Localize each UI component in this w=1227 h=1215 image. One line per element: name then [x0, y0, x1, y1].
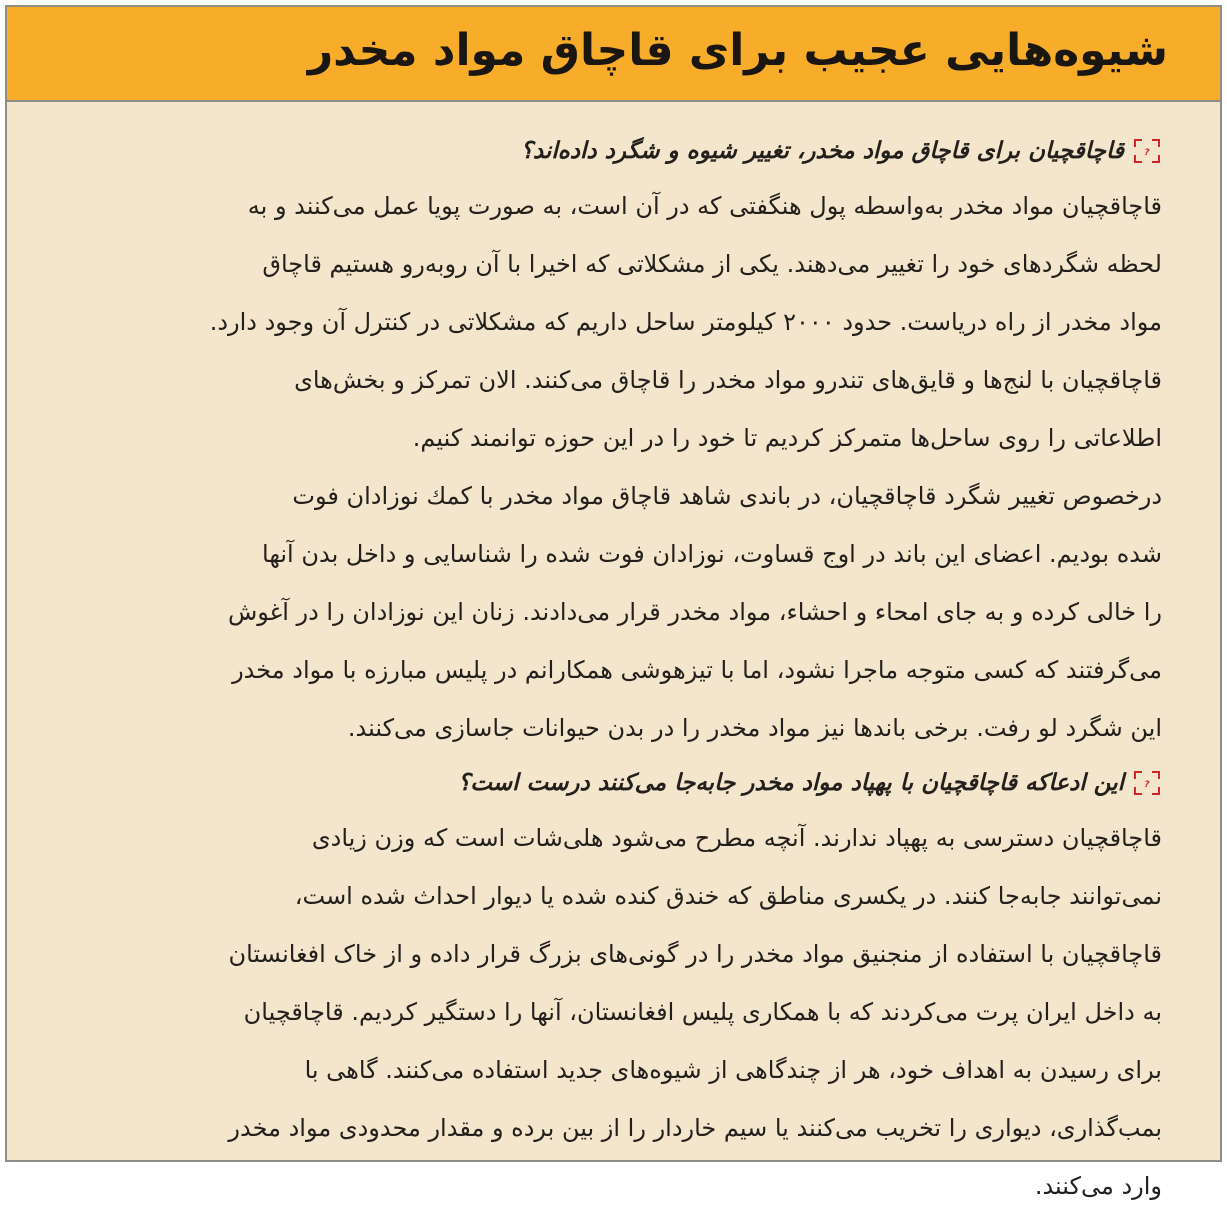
answer-paragraph — [67, 809, 1162, 1215]
svg-text:?: ? — [1144, 780, 1150, 790]
paragraph-line: لحظه شگردهای خود را تغییر می‌دهند. یکی از مشکلاتی که اخیرا با آن روبه‌رو هستیم قاچاق — [262, 250, 1162, 278]
svg-text:?: ? — [1144, 148, 1150, 158]
red-bracket-frame-icon — [1134, 771, 1160, 795]
question-text: این ادعاکه قاچاقچیان با پهپاد مواد مخدر جابه‌جا می‌کنند درست است؟ — [458, 770, 1124, 796]
answer-paragraph — [67, 467, 1162, 757]
paragraph-line: قاچاقچیان دسترسی به پهپاد ندارند. آنچه مطرح می‌شود هلی‌شات است که وزن زیادی — [311, 824, 1162, 852]
paragraph-line: وارد می‌کنند. — [1034, 1172, 1162, 1200]
question-text: قاچاقچیان برای قاچاق مواد مخدر، تغییر شیوه و شگرد داده‌اند؟ — [520, 138, 1124, 164]
title-bar — [7, 7, 1220, 102]
paragraph-line: این شگرد لو رفت. برخی باندها نیز مواد مخدر را در بدن حیوانات جاسازی می‌کنند. — [347, 714, 1162, 742]
paragraph-line: برای رسیدن به اهداف خود، هر از چندگاهی از شیوه‌های جدید استفاده می‌کنند. گاهی با — [304, 1056, 1162, 1084]
paragraph-line: اطلاعاتی را روی ساحل‌ها متمرکز کردیم تا خود را در این حوزه توانمند کنیم. — [412, 424, 1162, 452]
paragraph-line: درخصوص تغییر شگرد قاچاقچیان، در باندی شاهد قاچاق مواد مخدر با کمك نوزادان فوت — [292, 482, 1162, 510]
answer-paragraph — [67, 177, 1162, 467]
question-heading — [67, 757, 1162, 809]
paragraph-line: شده بودیم. اعضای این باند در اوج قساوت، نوزادان فوت شده را شناسایی و داخل بدن آنها — [262, 540, 1162, 568]
paragraph-line: قاچاقچیان با لنج‌ها و قایق‌های تندرو مواد مخدر را قاچاق می‌کنند. الان تمرکز و بخش‌های — [294, 366, 1162, 394]
paragraph-line: به داخل ایران پرت می‌کردند که با همکاری پلیس افغانستان، آنها را دستگیر کردیم. قاچاقچیان — [243, 998, 1162, 1026]
question-heading — [67, 125, 1162, 177]
paragraph-line: را خالی کرده و به جای امحاء و احشاء، مواد مخدر قرار می‌دادند. زنان این نوزادان را در آغوش — [227, 598, 1162, 626]
paragraph-line: می‌گرفتند که کسی متوجه ماجرا نشود، اما با تیزهوشی همکارانم در پلیس مبارزه با مواد مخدر — [232, 656, 1162, 684]
paragraph-line: قاچاقچیان مواد مخدر به‌واسطه پول هنگفتی که در آن است، به صورت پویا عمل می‌کنند و به — [247, 192, 1162, 220]
red-bracket-frame-icon — [1134, 139, 1160, 163]
paragraph-line: قاچاقچیان با استفاده از منجنیق مواد مخدر را در گونی‌های بزرگ قرار داده و از خاک افغانستان — [228, 940, 1162, 968]
article-title: شیوه‌هایی عجیب برای قاچاق مواد مخدر — [307, 25, 1168, 76]
article-body — [67, 125, 1162, 1215]
paragraph-line: بمب‌گذاری، دیواری را تخریب می‌کنند یا سیم خاردار را از بین برده و مقدار محدودی مواد مخدر — [228, 1114, 1162, 1142]
paragraph-line: نمی‌توانند جابه‌جا کنند. در یکسری مناطق که خندق کنده شده یا دیوار احداث شده است، — [294, 882, 1162, 910]
article-panel — [5, 5, 1222, 1200]
paragraph-line: مواد مخدر از راه دریاست. حدود ۲۰۰۰ کیلومتر ساحل داریم که مشکلاتی در کنترل آن وجود دارد. — [209, 308, 1162, 336]
